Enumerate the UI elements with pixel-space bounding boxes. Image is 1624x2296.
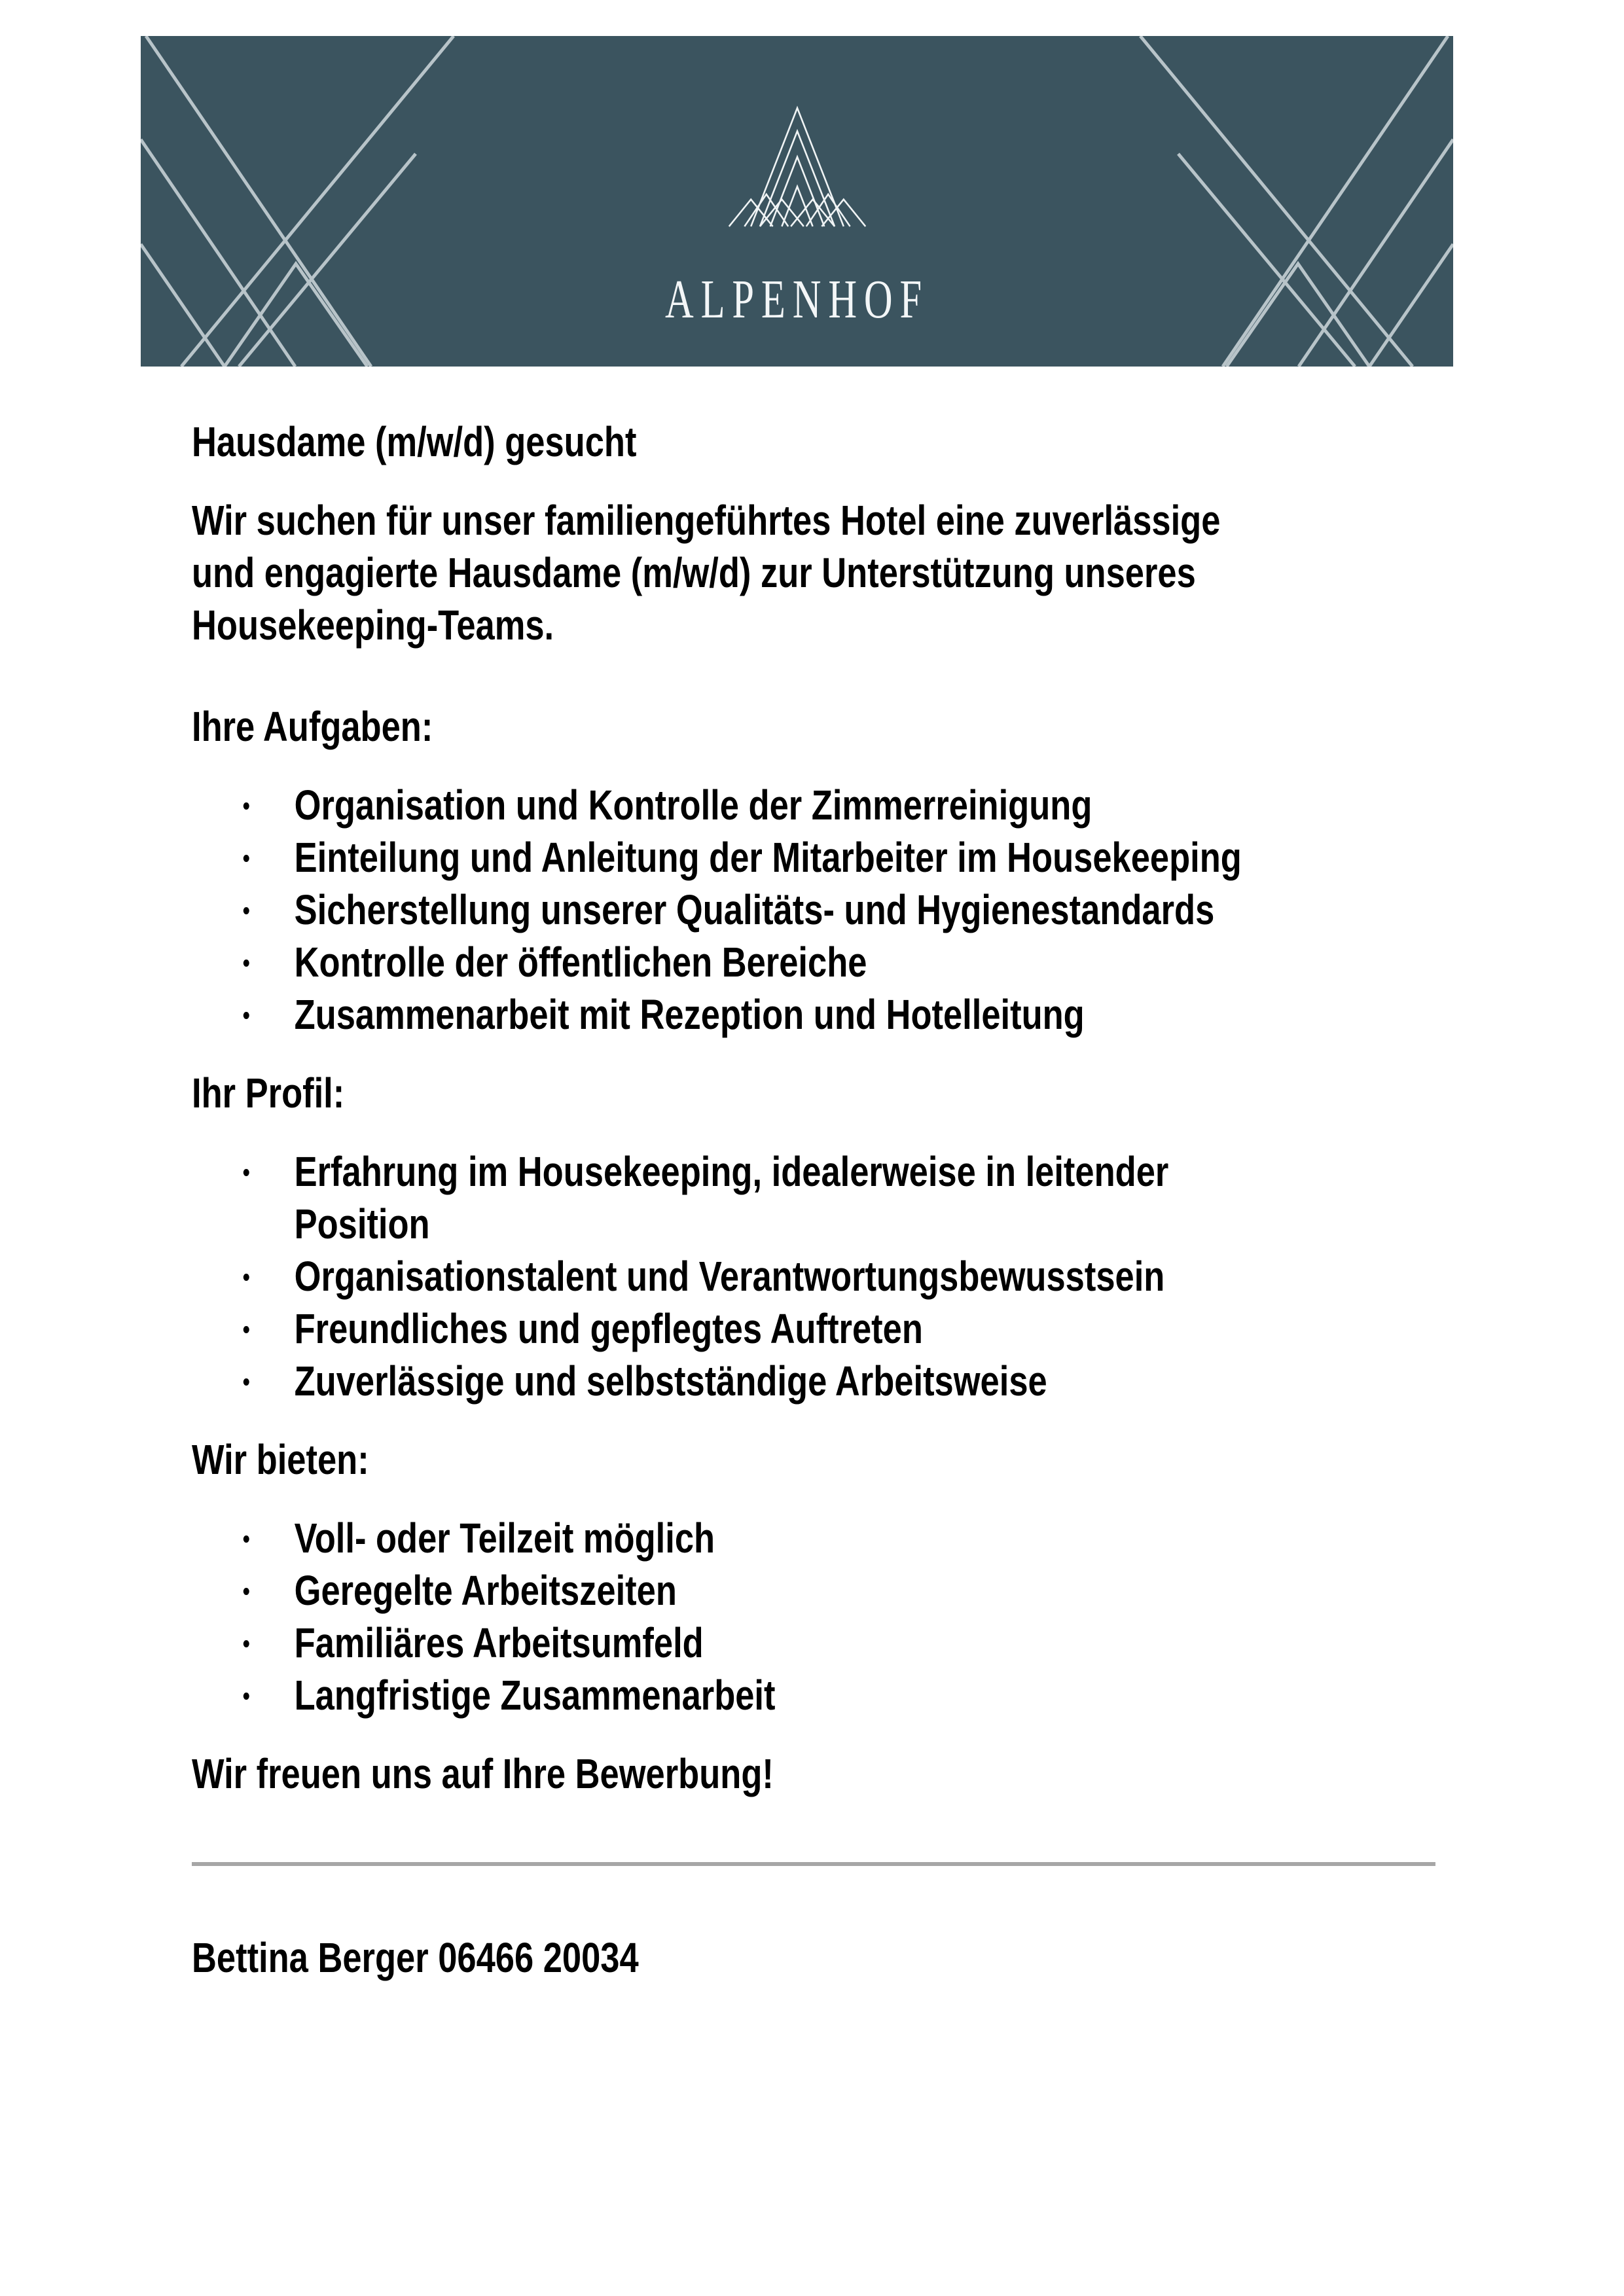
list-item: Langfristige Zusammenarbeit (192, 1669, 1448, 1721)
footer-divider (192, 1862, 1435, 1866)
intro-line: Wir suchen für unser familiengeführtes Hotel eine zuverlässige (192, 497, 1221, 544)
list-item: Einteilung und Anleitung der Mitarbeiter im Housekeeping (192, 831, 1448, 884)
list-item: Geregelte Arbeitszeiten (192, 1564, 1448, 1617)
profil-list (192, 1145, 1448, 1407)
bullet-dot-icon (244, 1378, 249, 1386)
intro-line: und engagierte Hausdame (m/w/d) zur Unterstützung unseres (192, 549, 1196, 596)
list-item: Voll- oder Teilzeit möglich (192, 1512, 1448, 1564)
alpenhof-logo (141, 36, 1453, 330)
aufgaben-list (192, 779, 1448, 1041)
list-item: Familiäres Arbeitsumfeld (192, 1617, 1448, 1669)
bullet-dot-icon (244, 907, 249, 914)
bullet-dot-icon (244, 960, 249, 967)
bullet-dot-icon (244, 1012, 249, 1019)
section-heading-bieten: Wir bieten: (192, 1436, 369, 1483)
bullet-dot-icon (244, 1535, 249, 1543)
bullet-dot-icon (244, 1274, 249, 1281)
brand-banner (141, 36, 1453, 367)
contact-line: Bettina Berger 06466 20034 (192, 1934, 639, 1981)
bullet-dot-icon (244, 1169, 249, 1176)
bullet-dot-icon (244, 1326, 249, 1333)
list-item: Zuverlässige und selbstständige Arbeitsweise (192, 1355, 1448, 1407)
bullet-dot-icon (244, 1693, 249, 1700)
list-item: Zusammenarbeit mit Rezeption und Hotelleitung (192, 988, 1448, 1041)
intro-paragraph (192, 494, 1448, 651)
brand-wordmark: ALPENHOF (665, 269, 929, 330)
list-item: Organisationstalent und Verantwortungsbewusstsein (192, 1250, 1448, 1302)
list-item: Organisation und Kontrolle der Zimmerreinigung (192, 779, 1448, 831)
job-title: Hausdame (m/w/d) gesucht (192, 418, 637, 465)
bullet-dot-icon (244, 802, 249, 810)
list-item: Sicherstellung unserer Qualitäts- und Hygienestandards (192, 884, 1448, 936)
section-heading-aufgaben: Ihre Aufgaben: (192, 703, 433, 750)
bullet-dot-icon (244, 855, 249, 862)
bieten-list (192, 1512, 1448, 1721)
list-item: Kontrolle der öffentlichen Bereiche (192, 936, 1448, 988)
closing-line: Wir freuen uns auf Ihre Bewerbung! (192, 1750, 774, 1797)
bullet-dot-icon (244, 1640, 249, 1647)
section-heading-profil: Ihr Profil: (192, 1069, 345, 1117)
mountain-peaks-logo-icon (720, 103, 875, 232)
list-item: Erfahrung im Housekeeping, idealerweise in leitender Position (192, 1145, 1448, 1250)
job-posting-body (192, 416, 1448, 1984)
list-item: Freundliches und gepflegtes Auftreten (192, 1302, 1448, 1355)
bullet-dot-icon (244, 1588, 249, 1595)
intro-line: Housekeeping-Teams. (192, 601, 554, 649)
